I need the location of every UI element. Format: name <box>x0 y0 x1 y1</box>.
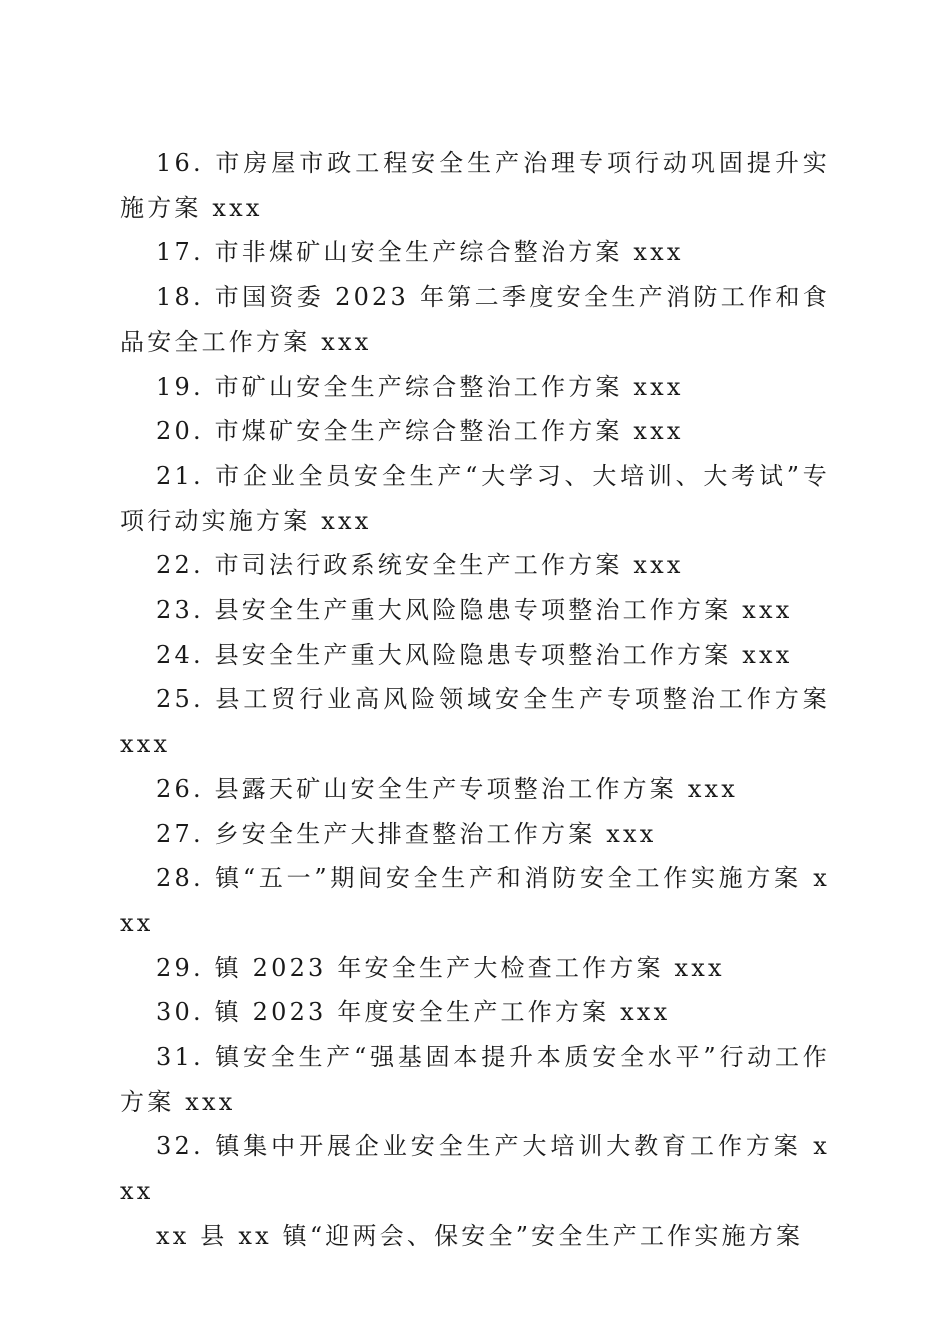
list-item: 20. 市煤矿安全生产综合整治工作方案 xxx <box>156 417 684 446</box>
list-item: 19. 市矿山安全生产综合整治工作方案 xxx <box>156 372 684 401</box>
list-item: 26. 县露天矿山安全生产专项整治工作方案 xxx <box>156 774 739 803</box>
list-item: 18. 市国资委 2023 年第二季度安全生产消防工作和食品安全工作方案 xxx <box>120 283 830 356</box>
list-item: 17. 市非煤矿山安全生产综合整治方案 xxx <box>156 238 684 267</box>
list-item: 32. 镇集中开展企业安全生产大培训大教育工作方案 xxx <box>120 1132 830 1206</box>
list-item: 25. 县工贸行业高风险领域安全生产专项整治工作方案 xxx <box>120 685 830 759</box>
document-body <box>120 141 830 1259</box>
list-item: 16. 市房屋市政工程安全生产治理专项行动巩固提升实施方案 xxx <box>120 149 830 222</box>
list-item: 27. 乡安全生产大排查整治工作方案 xxx <box>156 819 657 848</box>
list-item: 31. 镇安全生产“强基固本提升本质安全水平”行动工作方案 xxx <box>120 1043 830 1116</box>
list-item: 23. 县安全生产重大风险隐患专项整治工作方案 xxx <box>156 596 793 625</box>
list-item: 28. 镇“五一”期间安全生产和消防安全工作实施方案 xxx <box>120 864 830 937</box>
list-item: 29. 镇 2023 年安全生产大检查工作方案 xxx <box>156 953 725 982</box>
list-item: 21. 市企业全员安全生产“大学习、大培训、大考试”专项行动实施方案 xxx <box>120 461 830 535</box>
list-item: 22. 市司法行政系统安全生产工作方案 xxx <box>156 551 684 580</box>
list-item: 24. 县安全生产重大风险隐患专项整治工作方案 xxx <box>156 640 793 669</box>
list-item: 30. 镇 2023 年度安全生产工作方案 xxx <box>156 998 671 1027</box>
section-heading: xx 县 xx 镇“迎两会、保安全”安全生产工作实施方案 <box>156 1221 804 1250</box>
